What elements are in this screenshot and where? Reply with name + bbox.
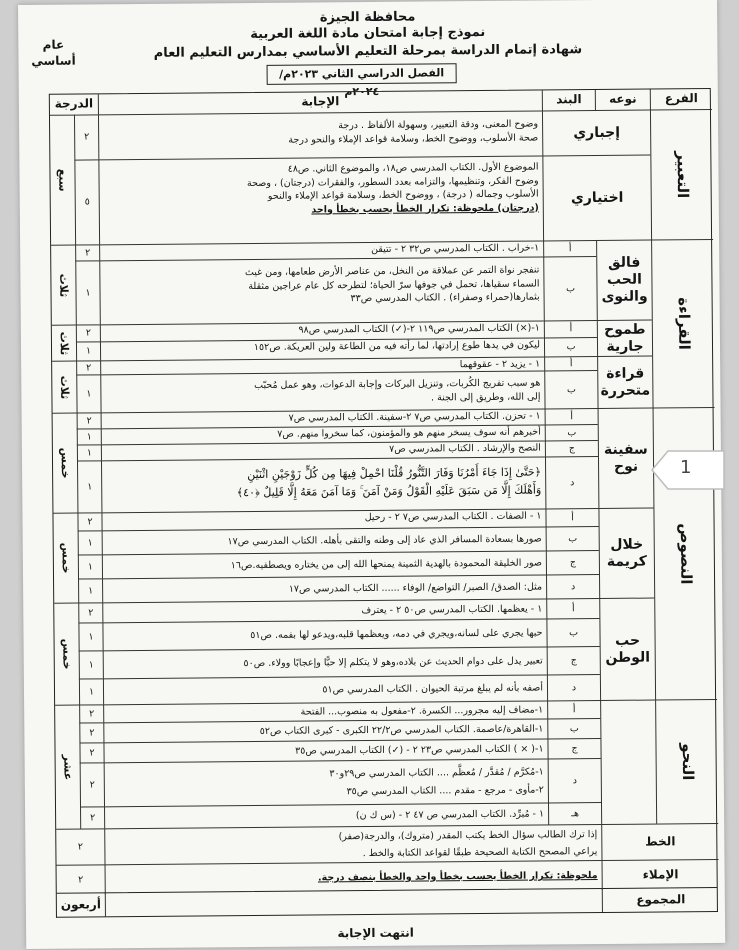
col-branch: الفرع <box>650 89 712 110</box>
grade-value: ٢ <box>79 722 103 742</box>
grade-value: ٢ <box>80 806 104 828</box>
total-blank <box>105 889 602 916</box>
item-label: أ <box>545 408 598 424</box>
lesson-total: ثلاث <box>52 325 76 361</box>
answer-text: ١-القاهرة/عاصمة. الكتاب المدرسي ص٢٢/٢ الكبرى - كبرى الكتاب ص٥٢ <box>103 718 547 742</box>
grade-value: ١ <box>79 650 103 678</box>
item-label: هـ <box>548 802 601 824</box>
lesson-noah-ark: سفينة نوح <box>598 408 654 508</box>
dictation-label: الإملاء <box>601 859 718 890</box>
grade-value: ٢ <box>76 324 100 341</box>
item-label: د <box>545 456 598 508</box>
grade-value: ١ <box>78 554 102 578</box>
answer-text: صور الخليقة المحمودة بالهدية الثمينة يمنحها الله إلى من يختاره ويصطفيه.ص١٦ <box>102 550 546 578</box>
optional-answer: الموضوع الأول. الكتاب المدرسي ص١٨، والموضوع الثاني. ص٤٨ وضوح الفكر، وتنظيمها، والتزامه بعدد السطور، والفقرات (درجتان) ، وصحة الأسلوب وجماله ( درجة) ، ووضوح الخط، وسلامة قواعد الإملاء والنحو (درجتان) ملحوظة: تكرار الخطأ يحسب بخطأ واحد <box>98 155 543 244</box>
lesson-total: ثلاث <box>51 245 76 325</box>
dictation-grade: ٢ <box>57 864 105 894</box>
section-texts: النصوص <box>653 407 718 700</box>
governorate: محافظة الجيزة <box>319 9 416 26</box>
item-label: أ <box>544 356 597 370</box>
grade-value: ١ <box>77 444 101 460</box>
col-item: البند <box>542 90 595 110</box>
answer-text: تعبير يدل على دوام الحديث عن بلاده،وهو لا يتكلم إلا حبًّا وإعجابًا وولاء. ص٥٠ <box>103 646 547 678</box>
item-label: ج <box>547 738 600 758</box>
grade-value: ١ <box>78 530 102 554</box>
grade-value: ١ <box>75 260 100 324</box>
item-label: ب <box>543 256 597 320</box>
answer-text: النصح والإرشاد . الكتاب المدرسي ص٧ <box>101 440 545 460</box>
grade-value: ١ <box>79 678 103 704</box>
answer-text: ١-خراب . الكتاب المدرسي ص٣٢ ٢ - تتيقن <box>99 240 543 260</box>
certificate-title: شهادة إتمام الدراسة بمرحلة التعليم الأساسي بمدارس التعليم العام <box>153 42 583 61</box>
item-label: د <box>548 758 601 802</box>
semester-box: الفصل الدراسي الثاني ٢٠٢٣م/٢٠٢٤م <box>267 63 457 85</box>
grade-value: ٢ <box>80 762 104 806</box>
kind-optional: اختياري <box>542 155 651 241</box>
col-kind: نوعه <box>595 90 650 110</box>
item-label: د <box>546 574 599 598</box>
answer-sheet <box>18 0 725 949</box>
item-label: ج <box>545 440 598 456</box>
answer-text: ١-مُكرَّم / مُقدَّر / مُعظَّم .... الكتاب المدرسي ص٢٩و٣٠ ٢-مأوى - مرجع - مقدم .... الكتاب المدرسي ص٣٥ <box>104 758 548 806</box>
item-label: أ <box>544 320 597 337</box>
item-label: أ <box>547 700 600 718</box>
answer-text: ١ - تحزن. الكتاب المدرسي ص٧ ٢-سفينة. الكتاب المدرسي ص٧ <box>101 408 545 428</box>
expression-total: سبع <box>50 115 75 245</box>
item-label: أ <box>546 598 599 618</box>
mandatory-grade: ٢ <box>74 114 98 159</box>
lesson-free-reading: قراءة متحررة <box>597 356 652 408</box>
lesson-total: ثلاث <box>52 361 76 413</box>
grade-value: ٢ <box>78 602 102 622</box>
item-label: أ <box>543 240 596 256</box>
answer-text: أصفه بأنه لم يبلغ مرتبة الحيوان . الكتاب المدرسي ص٥١ <box>103 674 547 704</box>
answer-text: ليكون في يدها طوع إرادتها، لما رأته فيه من الطاعة ولين العريكة. ص١٥٢ <box>100 337 544 360</box>
lesson-tumouh: طموح جارية <box>597 320 652 356</box>
grade-value: ١ <box>78 622 102 650</box>
lesson-homeland: حب الوطن <box>599 598 655 700</box>
lesson-total: خمس <box>53 513 78 603</box>
quran-verse: ﴿حَتَّىٰ إِذَا جَاءَ أَمْرُنَا وَفَارَ التَّنُّورُ قُلْنَا احْمِلْ فِيهَا مِن كُلٍّ زَوْجَيْنِ اثْنَيْنِ وَأَهْلَكَ إِلَّا مَن سَبَقَ عَلَيْهِ الْقَوْلُ وَمَنْ آمَنَ ۚ وَمَا آمَنَ مَعَهُ إِلَّا قَلِيلٌ ﴿٤٠﴾ <box>101 456 545 512</box>
exam-type <box>26 37 80 69</box>
item-label: ب <box>545 424 598 440</box>
answer-text: ١ - الصفات . الكتاب المدرسي ص٧ ٢ - رحيل <box>101 508 545 530</box>
lesson-total: خمس <box>54 603 79 705</box>
exam-type-line2: أساسي <box>31 53 76 68</box>
grammar-kind-blank <box>600 700 656 824</box>
page-indicator[interactable] <box>640 445 726 495</box>
answer-text: ١ - مُبرِّد. الكتاب المدرسي ص ٤٧ ٢ - (س ك ن) <box>104 802 548 828</box>
answer-text: ١ - يعظمها. الكتاب المدرسي ص٥٠ ٢ - يعترف <box>102 598 546 622</box>
answer-table <box>49 88 718 894</box>
col-answer: الإجابة <box>98 90 542 114</box>
lesson-falaq: فالق الحب والنوى <box>596 240 652 320</box>
exam-type-line1: عام <box>42 37 65 52</box>
handwriting-answer: إذا ترك الطالب سؤال الخط يكتب المقدر (متروك)، والدرجة(صفر) يراعي المصحح الكتابة الصحيحة طبقًا لقواعد الكتابة والخط . <box>104 824 601 864</box>
item-label: أ <box>545 508 598 526</box>
handwriting-grade: ٢ <box>56 828 104 864</box>
grade-value: ٢ <box>79 742 103 762</box>
total-row <box>56 888 718 918</box>
optional-grade: ٥ <box>74 159 99 244</box>
section-reading: القراءة <box>651 239 714 408</box>
answer-text: حبها يجري على لسانه،ويجري في دمه، ويعظمها قلبه،ويدعو لها بفمه. ص٥١ <box>102 618 546 650</box>
answer-text: ١-مضاف إليه مجرور... الكسرة. ٢-مفعول به منصوب... الفتحة <box>103 700 547 722</box>
lesson-generous-traits: خلال كريمة <box>598 508 654 598</box>
item-label: ب <box>546 618 599 646</box>
answer-text: ١-( × ) الكتاب المدرسي ص٢٣ ٢ - (✓) الكتاب المدرسي ص٣٥ <box>103 738 547 762</box>
item-label: د <box>547 674 600 700</box>
exam-title: نموذج إجابة امتحان مادة اللغة العربية <box>250 24 486 43</box>
answer-text: أخبرهم أنه سوف يسخر منهم هو والمؤمنون، كما سخروا منهم. ص٧ <box>101 424 545 444</box>
grade-value: ١ <box>78 578 102 602</box>
lesson-total: خمس <box>53 413 78 513</box>
page-number: 1 <box>680 457 692 478</box>
answer-text: ١ - يزيد ٢ - عقوقهما <box>100 356 544 374</box>
total-label: المجموع <box>602 888 719 912</box>
col-grade: الدرجة <box>54 96 94 111</box>
item-label: ب <box>546 526 599 550</box>
grade-value: ٢ <box>75 244 99 260</box>
answer-text: صورها بسعادة المسافر الذي عاد إلى وطنه والتقى بأهله. الكتاب المدرسي ص١٧ <box>102 526 546 554</box>
answer-text: ١-(×) الكتاب المدرسي ص١١٩ ٢-(✓) الكتاب المدرسي ص٩٨ <box>100 320 544 341</box>
grammar-total: عشر <box>55 705 80 829</box>
item-label: ب <box>547 718 600 738</box>
grade-value: ٢ <box>76 360 100 374</box>
end-of-answers: انتهت الإجابة <box>337 925 414 941</box>
grade-value: ٢ <box>77 412 101 428</box>
kind-mandatory: إجباري <box>542 110 650 156</box>
item-label: ب <box>544 337 597 356</box>
item-label: ج <box>547 646 600 674</box>
dictation-answer: ملحوظة: تكرار الخطأ يحسب بخطأ واحد والخطأ بنصف درجة. <box>105 860 602 894</box>
grade-value: ٢ <box>79 704 103 722</box>
grade-value: ١ <box>77 428 101 444</box>
grade-value: ١ <box>76 374 100 412</box>
grade-value: ٢ <box>77 512 101 530</box>
section-expression: التعبير <box>650 109 713 240</box>
mandatory-answer: وضوح المعنى، ودقة التعبير، وسهولة الألفاظ . درجة صحة الأسلوب، ووضوح الخط، وسلامة قواعد الإملاء والنحو درجة <box>98 110 542 159</box>
grade-value: ١ <box>77 460 101 512</box>
answer-text: مثل: الصدق/ الصبر/ التواضع/ الوفاء ...... الكتاب المدرسي ص١٧ <box>102 574 546 602</box>
handwriting-label: الخط <box>601 823 718 860</box>
answer-text: هو سبب تفريج الكُربات، وتنزيل البركات وإجابة الدعوات، وهو عمل مُحبّب إلى الله، وطريق إلى الجنة . <box>100 370 544 412</box>
grade-value: ١ <box>76 341 100 360</box>
item-label: ب <box>544 370 597 408</box>
item-label: ج <box>546 550 599 574</box>
section-grammar: النحو <box>655 699 718 824</box>
total-value: أربعون <box>60 897 101 912</box>
answer-text: تنفجر نواة التمر عن عملاقة من النخل، من عناصر الأرض طعامها، ومن غيث السماء سقياها، تحمل في جوفها سرّ الحياة؛ لتطرحه كل عام عراجين مثقلة بثمارها(حمراء وصفراء) . الكتاب المدرسي ص٣٣ <box>99 256 544 324</box>
